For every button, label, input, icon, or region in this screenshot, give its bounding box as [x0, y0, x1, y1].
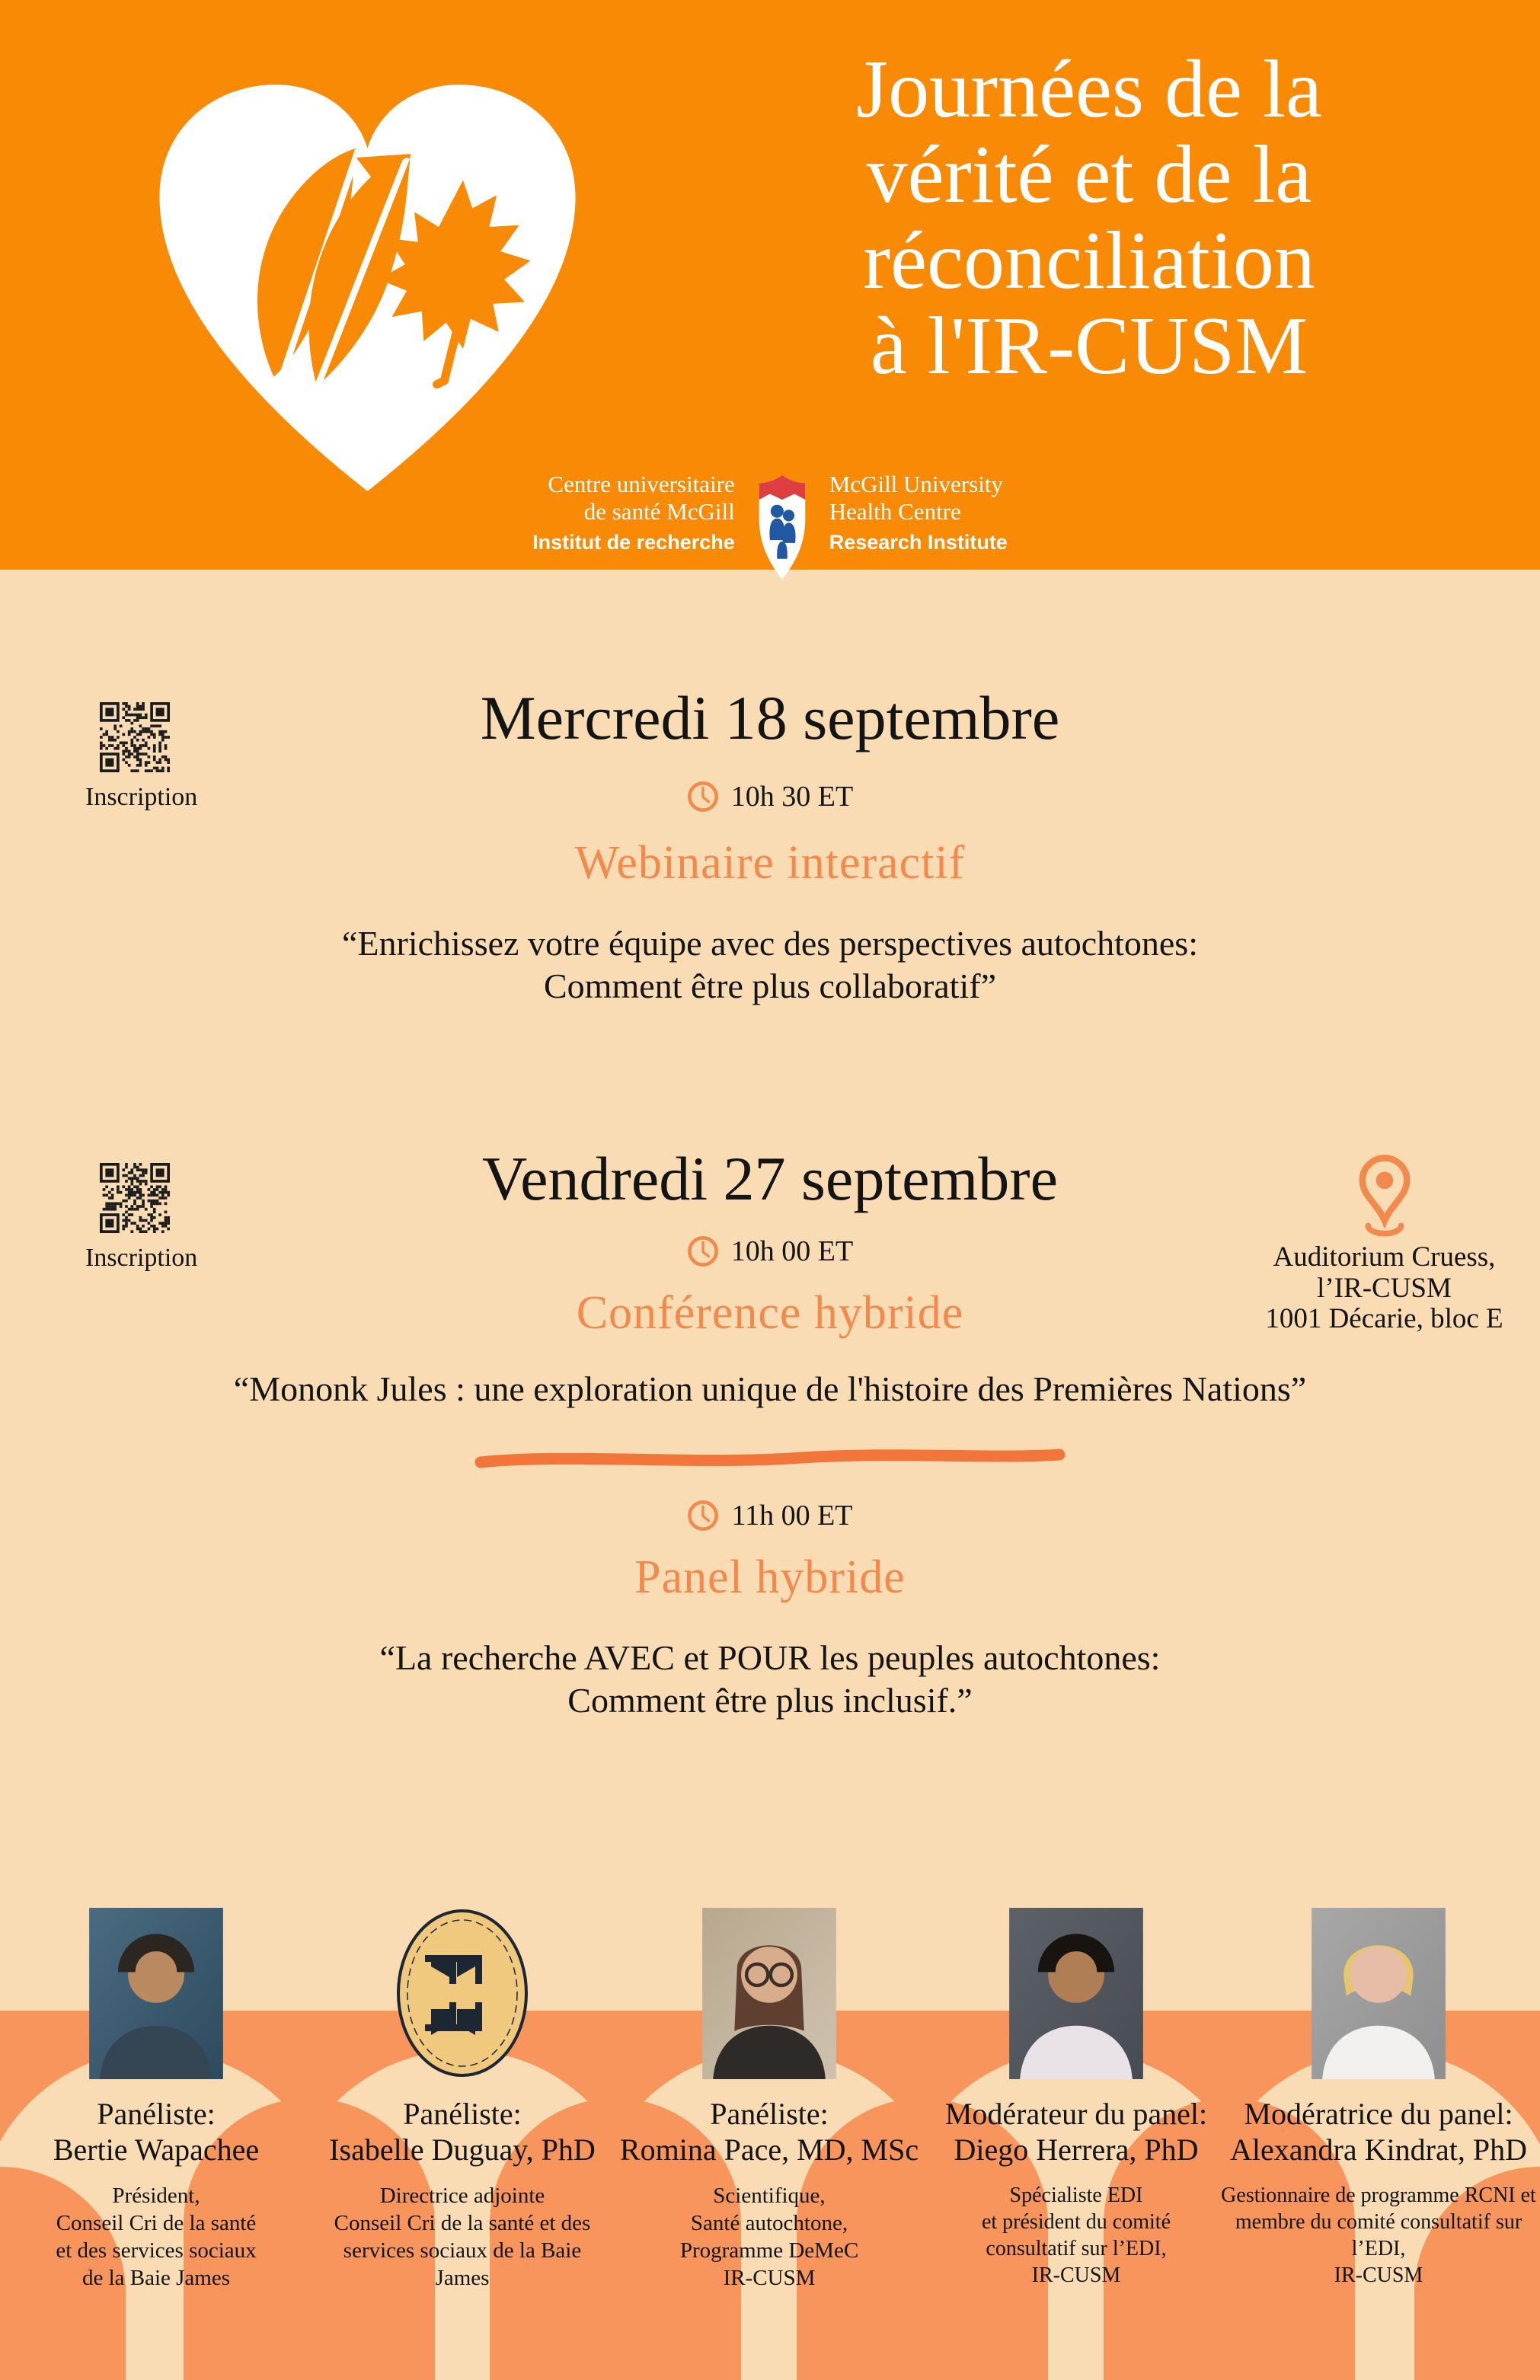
desc-line: Programme DeMeC	[679, 2238, 859, 2263]
location-pin-icon	[1356, 1152, 1414, 1242]
desc-line: IR-CUSM	[1031, 2263, 1121, 2287]
panelist-description	[609, 2183, 929, 2292]
desc-line: IR-CUSM	[723, 2266, 816, 2291]
session-time: 10h 30 ET	[730, 781, 854, 813]
session-type: Conférence hybride	[576, 1287, 964, 1340]
desc-line: consultatif sur l’EDI,	[986, 2236, 1167, 2260]
desc-line: membre du comité consultatif sur	[1235, 2210, 1522, 2235]
location-block	[1238, 1152, 1531, 1335]
desc-line: et des services sociaux	[56, 2238, 257, 2263]
logo-text-line: Health Centre	[829, 497, 961, 525]
session-time-row	[0, 1499, 1540, 1532]
heart-logo	[133, 67, 602, 509]
clock-icon	[687, 781, 719, 813]
header-banner	[0, 0, 1540, 570]
panelist-description	[1207, 2183, 1540, 2289]
panelist-name: Bertie Wapachee	[53, 2132, 260, 2168]
panelist-card	[609, 1908, 929, 2292]
panelist-card	[302, 1908, 622, 2292]
panelist-photo	[1311, 1908, 1446, 2079]
muhc-logo-english-text	[829, 471, 1008, 554]
panelist-card	[905, 1908, 1248, 2289]
event-section-sept18	[0, 685, 1540, 1008]
panelist-role-label: Modératrice du panel:	[1244, 2097, 1513, 2131]
desc-line: de la Baie James	[81, 2266, 231, 2291]
cree-health-board-logo	[395, 1908, 530, 2079]
clock-icon	[687, 1235, 719, 1267]
logo-text-sub: Institut de recherche	[532, 531, 735, 554]
qr-code-icon	[100, 1163, 170, 1233]
qr-code-icon	[100, 702, 170, 772]
title-line: vérité et de la	[866, 129, 1312, 221]
title-line: Journées de la	[856, 44, 1322, 135]
panelist-name: Diego Herrera, PhD	[954, 2132, 1199, 2168]
qr-label: Inscription	[85, 783, 198, 811]
location-line: l’IR-CUSM	[1317, 1272, 1452, 1304]
desc-line: Santé autochtone,	[690, 2211, 848, 2236]
desc-line: Conseil Cri de la santé et des	[334, 2211, 591, 2236]
title-line: réconciliation	[863, 215, 1315, 306]
panelist-role-label: Panéliste:	[710, 2097, 829, 2131]
panelist-name: Romina Pace, MD, MSc	[619, 2132, 919, 2168]
session-type: Panel hybride	[634, 1551, 906, 1604]
desc-line: Spécialiste EDI	[1009, 2184, 1143, 2208]
panelist-description	[0, 2183, 316, 2292]
desc-line: Scientifique,	[713, 2184, 826, 2209]
panelist-name: Isabelle Duguay, PhD	[329, 2132, 596, 2168]
quote-line: “La recherche AVEC et POUR les peuples autochtones:	[379, 1638, 1161, 1678]
muhc-shield-icon	[756, 474, 808, 582]
location-line: Auditorium Cruess,	[1273, 1241, 1496, 1273]
desc-line: Gestionnaire de programme RCNI et	[1221, 2184, 1536, 2208]
panelist-role-label: Panéliste:	[97, 2097, 216, 2131]
desc-line: l’EDI,	[1351, 2236, 1406, 2260]
quote-line: Comment être plus inclusif.”	[567, 1681, 973, 1720]
session-time-row	[0, 780, 1540, 813]
quote-line: “Mononk Jules : une exploration unique de l'histoire des Premières Nations”	[233, 1369, 1307, 1409]
logo-text-line: McGill University	[829, 471, 1003, 497]
session-quote	[0, 1637, 1540, 1722]
institution-logos	[0, 471, 1540, 582]
event-section-sept27	[0, 1146, 1540, 1722]
quote-line: “Enrichissez votre équipe avec des perspectives autochtones:	[342, 924, 1198, 963]
panelist-card	[0, 1908, 316, 2292]
event-date: Mercredi 18 septembre	[480, 683, 1060, 752]
panelist-name: Alexandra Kindrat, PhD	[1230, 2132, 1527, 2168]
panelist-photo	[701, 1908, 837, 2079]
desc-line: James	[435, 2266, 490, 2291]
session-time: 10h 00 ET	[730, 1235, 854, 1268]
panelist-description	[302, 2183, 622, 2292]
qr-label: Inscription	[85, 1244, 198, 1272]
desc-line: et président du comité	[981, 2210, 1171, 2235]
logo-text-line: Centre universitaire	[548, 471, 735, 497]
title-line: à l'IR-CUSM	[870, 300, 1308, 391]
panelist-description	[905, 2183, 1248, 2289]
session-type: Webinaire interactif	[574, 837, 966, 890]
divider-brush-line	[473, 1446, 1067, 1471]
registration-qr-block	[85, 702, 198, 812]
logo-text-line: de santé McGill	[583, 497, 735, 525]
page-title	[731, 44, 1447, 391]
panelist-photo	[88, 1908, 224, 2079]
desc-line: Président,	[112, 2184, 200, 2209]
panelist-photo	[1008, 1908, 1144, 2079]
panelist-role-label: Modérateur du panel:	[944, 2097, 1208, 2131]
session-quote	[0, 1368, 1540, 1410]
panelist-card	[1207, 1908, 1540, 2289]
session-time: 11h 00 ET	[731, 1500, 853, 1532]
desc-line: Directrice adjointe	[379, 2184, 545, 2209]
quote-line: Comment être plus collaboratif”	[544, 966, 996, 1006]
muhc-logo-french-text	[532, 471, 735, 554]
event-date: Vendredi 27 septembre	[482, 1144, 1058, 1213]
desc-line: services sociaux de la Baie	[343, 2238, 582, 2263]
clock-icon	[687, 1500, 719, 1532]
desc-line: Conseil Cri de la santé	[56, 2211, 257, 2236]
location-line: 1001 Décarie, bloc E	[1265, 1303, 1503, 1335]
session-quote	[0, 922, 1540, 1008]
logo-text-sub: Research Institute	[829, 531, 1008, 554]
panelist-role-label: Panéliste:	[403, 2097, 522, 2131]
desc-line: IR-CUSM	[1334, 2263, 1423, 2287]
registration-qr-block	[85, 1163, 198, 1273]
